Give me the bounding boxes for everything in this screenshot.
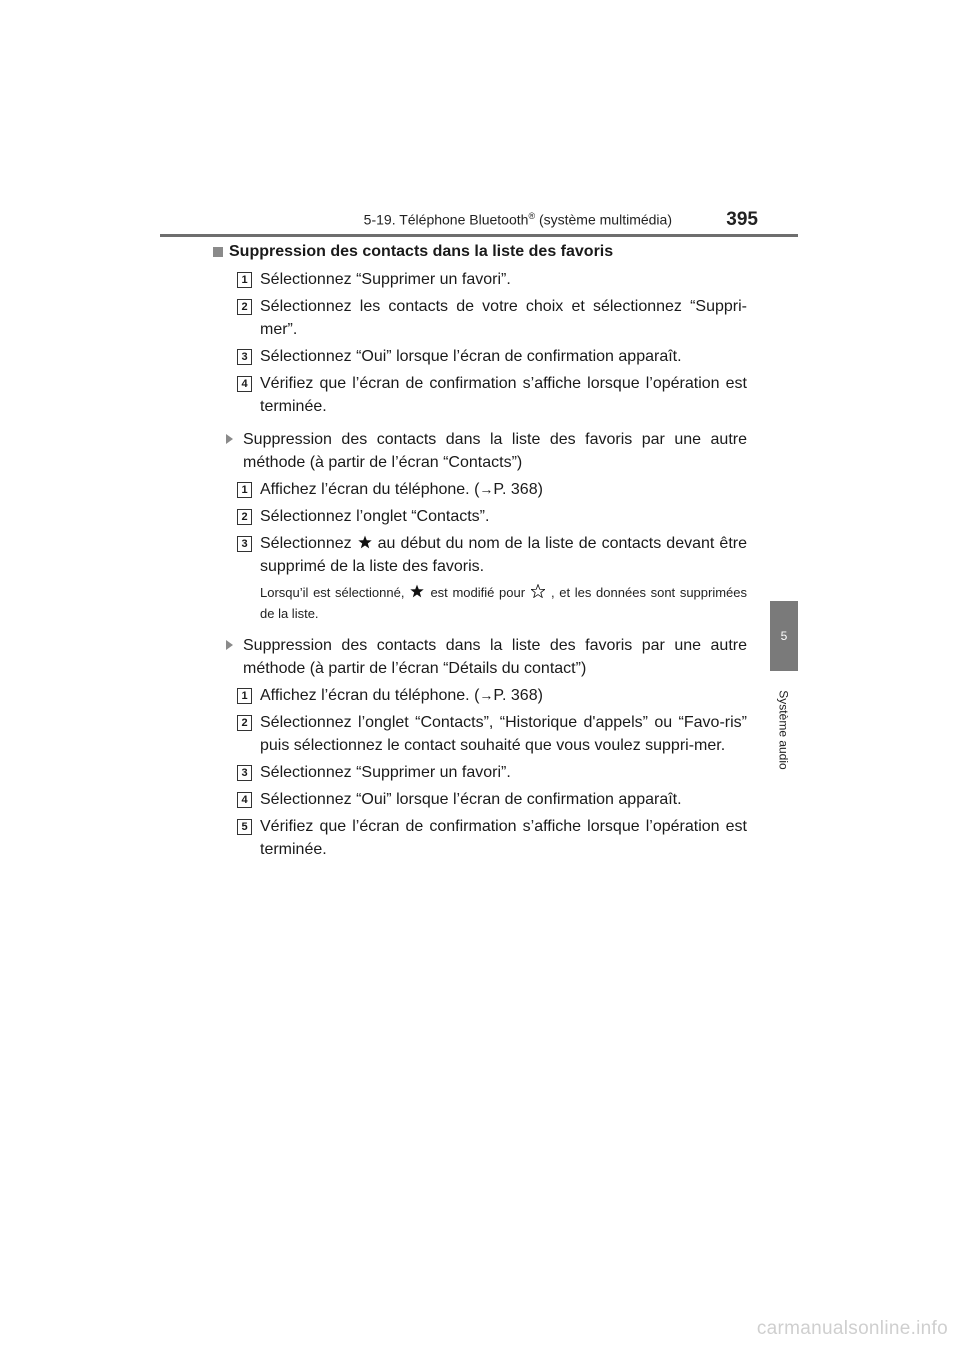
- star-filled-icon: [410, 584, 424, 598]
- method-heading-contacts: [213, 428, 747, 474]
- step-text: Sélectionnez les contacts de votre choix et sélectionnez “Suppri-mer”.: [260, 298, 747, 338]
- page-content: [213, 240, 747, 865]
- step-number: 3: [237, 349, 252, 365]
- step: [213, 478, 747, 501]
- step: [213, 711, 747, 757]
- step-text: Sélectionnez l’onglet “Contacts”.: [260, 508, 490, 525]
- note-text: est modifié pour: [430, 585, 526, 600]
- step-number: 2: [237, 509, 252, 525]
- step-number: 1: [237, 482, 252, 498]
- arrow-right-icon: →: [479, 687, 494, 703]
- page-number: 395: [726, 209, 758, 230]
- step-text: Sélectionnez “Oui” lorsque l’écran de confirmation apparaît.: [260, 348, 682, 365]
- step-number: 1: [237, 688, 252, 704]
- step-number: 3: [237, 765, 252, 781]
- step-text: Sélectionnez “Supprimer un favori”.: [260, 764, 511, 781]
- step-text: Sélectionnez l’onglet “Contacts”, “Historique d'appels” ou “Favo-ris” puis sélectionnez le contact souhaité que vous voulez suppri-mer.: [260, 714, 747, 754]
- triangle-bullet-icon: [226, 434, 233, 444]
- step-text: au début du nom de la liste de contacts devant être supprimé de la liste des favoris.: [260, 535, 747, 575]
- step-number: 4: [237, 792, 252, 808]
- watermark: carmanualsonline.info: [756, 1318, 948, 1339]
- step-text: Vérifiez que l’écran de confirmation s’affiche lorsque l’opération est terminée.: [260, 818, 747, 858]
- step-text: Sélectionnez “Oui” lorsque l’écran de confirmation apparaît.: [260, 791, 682, 808]
- step-number: 1: [237, 272, 252, 288]
- chapter-title-suffix: (système multimédia): [535, 212, 672, 228]
- section-title: Suppression des contacts dans la liste des favoris: [229, 243, 614, 260]
- chapter-title: [160, 211, 672, 228]
- method-title: Suppression des contacts dans la liste des favoris par une autre méthode (à partir de l’écran “Détails du contact”): [243, 637, 747, 677]
- step: [213, 761, 747, 784]
- step-number: 2: [237, 299, 252, 315]
- step-number: 5: [237, 819, 252, 835]
- arrow-right-icon: →: [479, 481, 494, 497]
- step: [213, 505, 747, 528]
- step-number: 4: [237, 376, 252, 392]
- method-title: Suppression des contacts dans la liste des favoris par une autre méthode (à partir de l’écran “Contacts”): [243, 431, 747, 471]
- step: [213, 684, 747, 707]
- step-text: Sélectionnez “Supprimer un favori”.: [260, 271, 511, 288]
- note: [213, 582, 747, 624]
- star-outline-icon: [531, 584, 545, 598]
- registered-mark: ®: [528, 211, 536, 222]
- step: [213, 788, 747, 811]
- chapter-tab-label-text: Système audio: [777, 690, 792, 770]
- step-text: Sélectionnez: [260, 535, 352, 552]
- chapter-tab-number: 5: [770, 601, 798, 671]
- page-reference-link[interactable]: P. 368): [493, 687, 543, 704]
- chapter-title-prefix: 5-19. Téléphone Bluetooth: [363, 212, 529, 228]
- star-filled-icon: [358, 535, 372, 549]
- chapter-tab-label: [760, 660, 808, 800]
- page-header: [160, 200, 798, 237]
- triangle-bullet-icon: [226, 640, 233, 650]
- note-text: , et les données sont supprimées de la liste.: [260, 585, 748, 621]
- step-text: Affichez l’écran du téléphone. (: [260, 481, 480, 498]
- step-text: Affichez l’écran du téléphone. (: [260, 687, 480, 704]
- step: [213, 268, 747, 291]
- step: [213, 372, 747, 418]
- method-heading-contact-details: [213, 634, 747, 680]
- step-number: 3: [237, 536, 252, 552]
- step: [213, 295, 747, 341]
- section-heading: [213, 240, 747, 264]
- square-bullet-icon: [213, 247, 223, 257]
- step: [213, 815, 747, 861]
- page-reference-link[interactable]: P. 368): [493, 481, 543, 498]
- step: [213, 345, 747, 368]
- step-text: Vérifiez que l’écran de confirmation s’affiche lorsque l’opération est terminée.: [260, 375, 747, 415]
- note-text: Lorsqu’il est sélectionné,: [260, 585, 405, 600]
- step-number: 2: [237, 715, 252, 731]
- step: [213, 532, 747, 578]
